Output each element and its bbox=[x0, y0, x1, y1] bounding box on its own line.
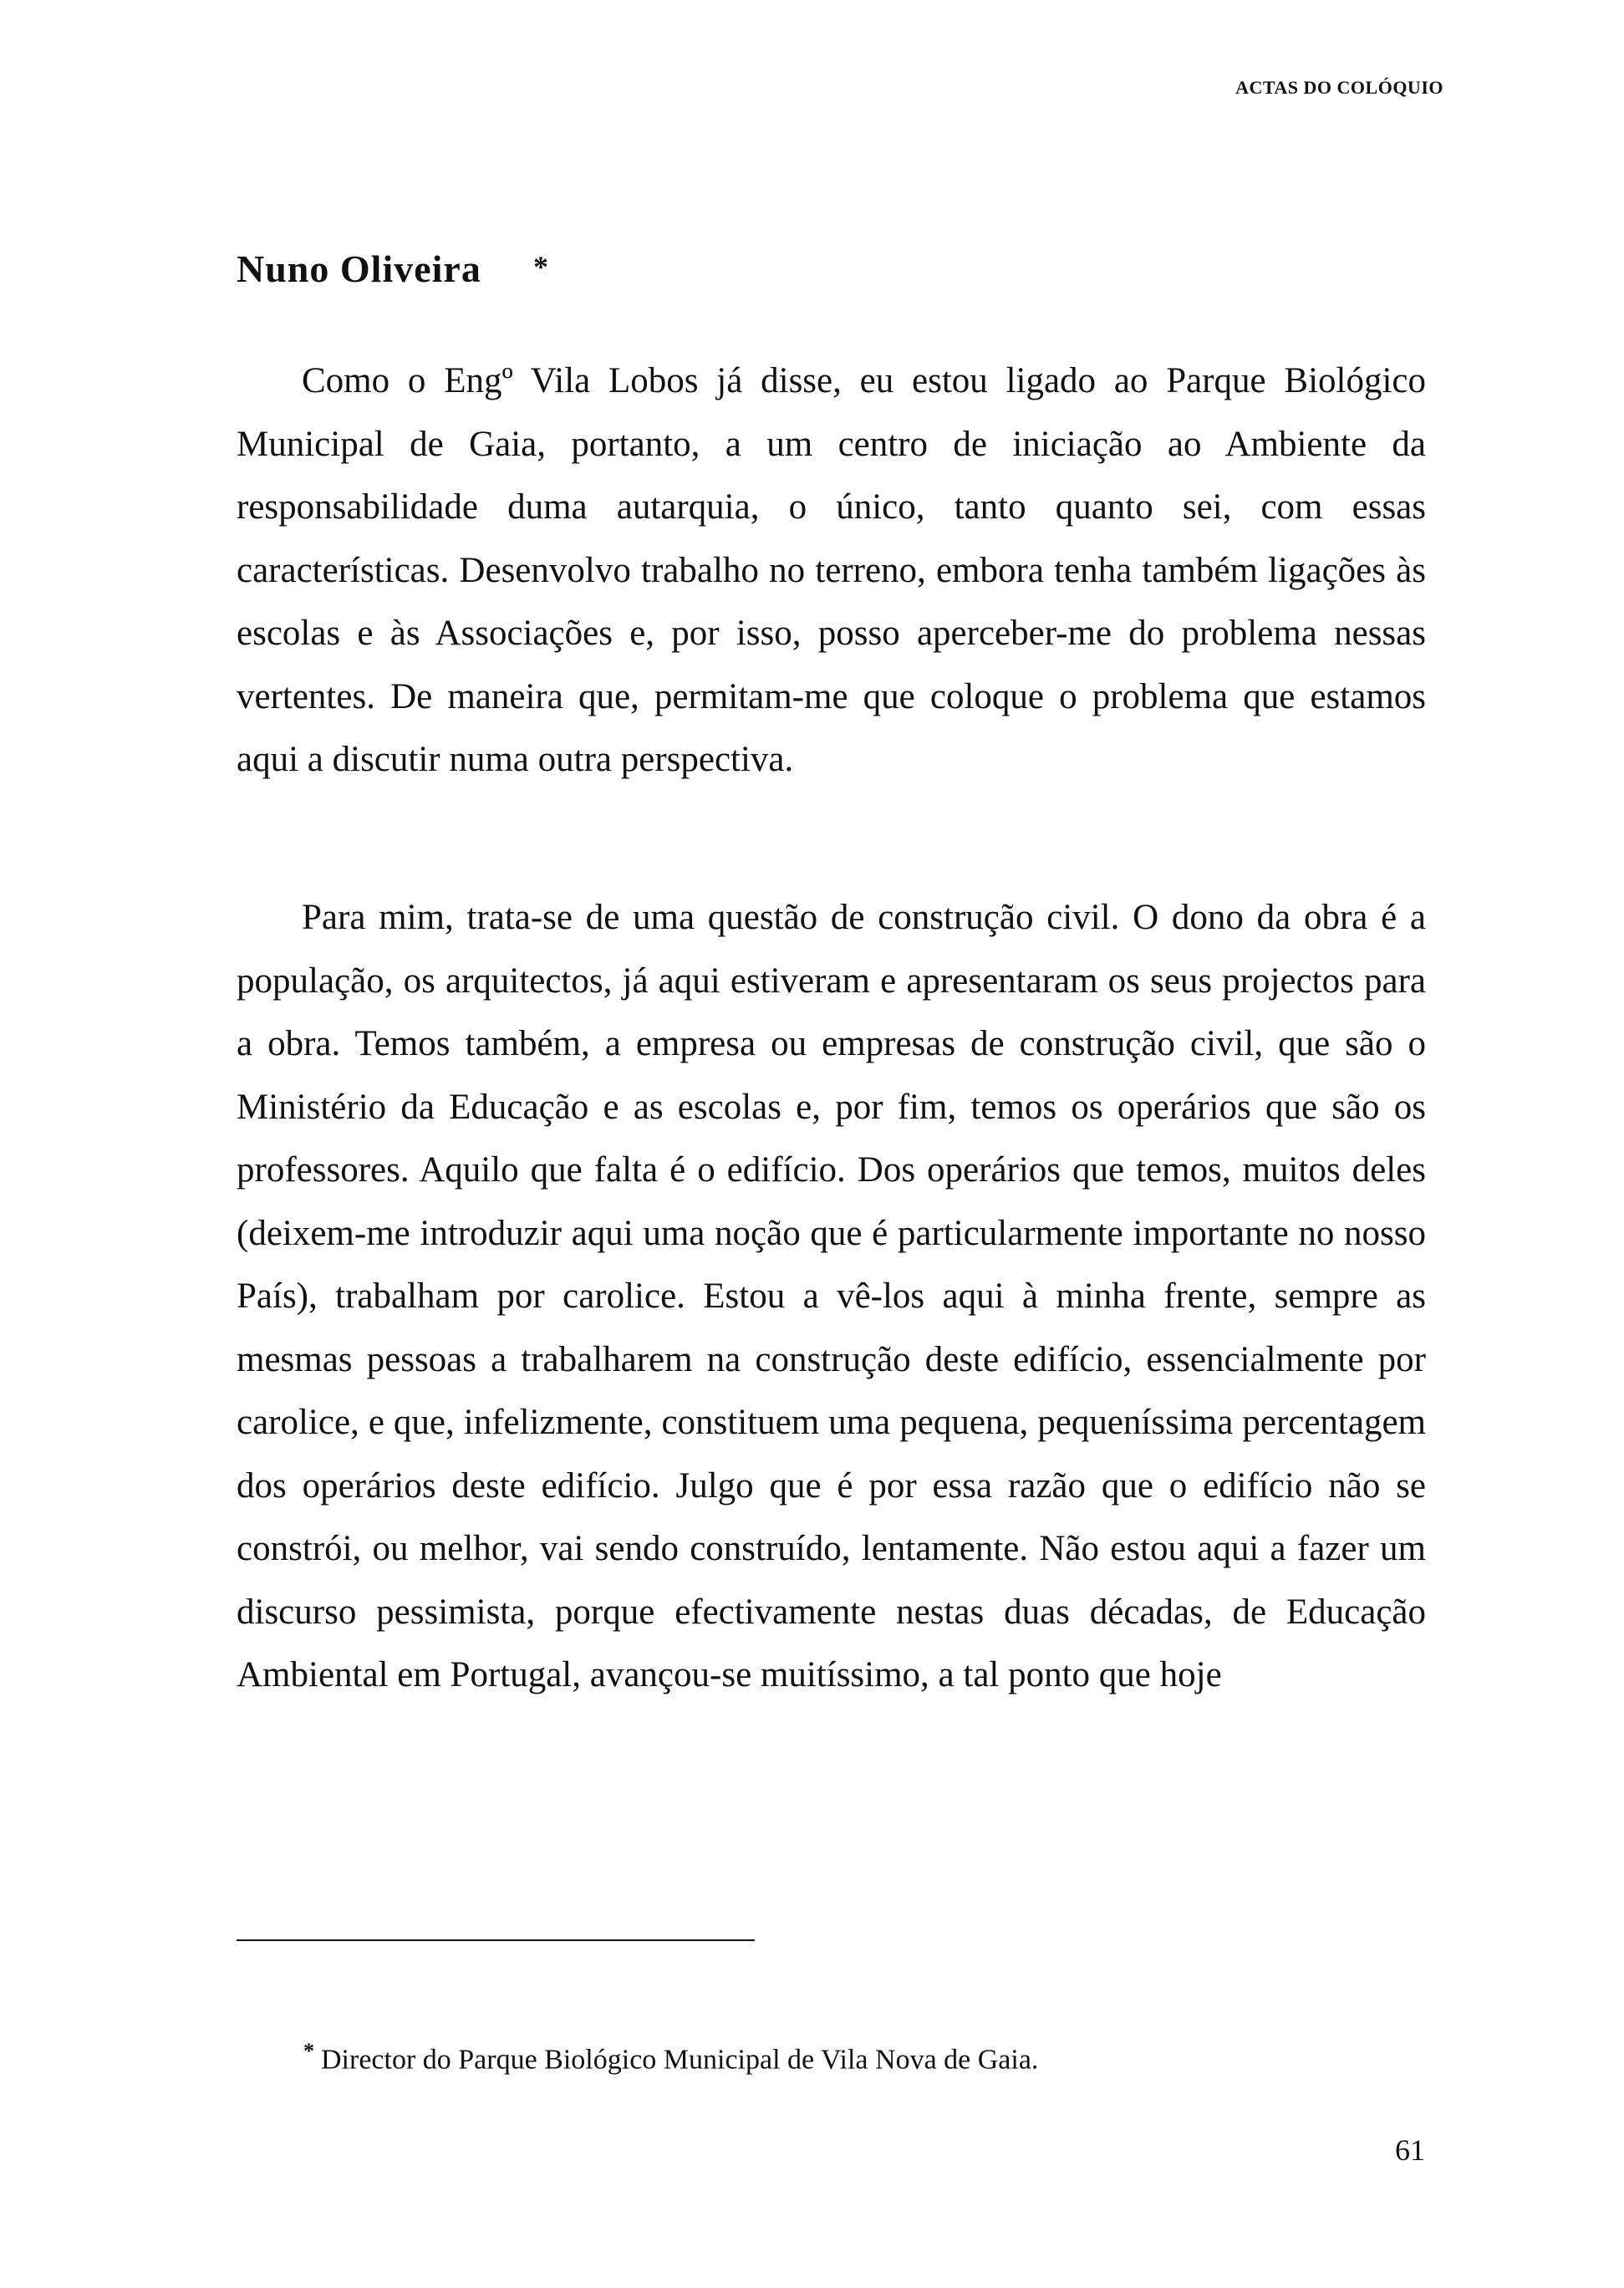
paragraph-text: Para mim, trata-se de uma questão de construção civil. O dono da obra é a população, os arquitectos, já aqui estiveram e apresentaram os seus projectos para a obra. Temos também, a empresa ou empresas de construção civil, que são o Ministério da Educação e as escolas e, por fim, temos os operários que são os professores. Aquilo que falta é o edifício. Dos operários que temos, muitos deles (deixem-me introduzir aqui uma noção que é particularmente importante no nosso País), trabalham por carolice. Estou a vê-los aqui à minha frente, sempre as mesmas pessoas a trabalharem na construção deste edifício, essencialmente por carolice, e que, infelizmente, constituem uma pequena, pequeníssima percentagem dos operários deste edifício. Julgo que é por essa razão que o edifício não se constrói, ou melhor, vai sendo construído, lentamente. Não estou aqui a fazer um discurso pessimista, porque efectivamente nestas duas décadas, de Educação Ambiental em Portugal, avançou-se muitíssimo, a tal ponto que hoje bbox=[237, 898, 1426, 1694]
body-paragraph bbox=[237, 886, 1426, 1707]
paragraph-text: Como o Engº Vila Lobos já disse, eu estou ligado ao Parque Biológico Municipal de Gaia, portanto, a um centro de iniciação ao Ambiente da responsabilidade duma autarquia, o único, tanto quanto sei, com essas características. Desenvolvo trabalho no terreno, embora tenha também ligações às escolas e às Associações e, por isso, posso aperceber-me do problema nessas vertentes. De maneira que, permitam-me que coloque o problema que estamos aqui a discutir numa outra perspectiva. bbox=[237, 361, 1426, 779]
author-footnote-marker: * bbox=[533, 250, 548, 283]
footnote-marker: * bbox=[303, 2039, 314, 2063]
footnote-separator bbox=[237, 1939, 755, 1941]
running-header: ACTAS DO COLÓQUIO bbox=[1235, 77, 1443, 98]
footnote-text: Director do Parque Biológico Municipal de Vila Nova de Gaia. bbox=[321, 2044, 1039, 2076]
footnote bbox=[303, 2035, 1038, 2077]
body-paragraph bbox=[237, 349, 1426, 792]
page-number: 61 bbox=[1395, 2133, 1425, 2167]
author-name: Nuno Oliveira bbox=[237, 247, 481, 290]
